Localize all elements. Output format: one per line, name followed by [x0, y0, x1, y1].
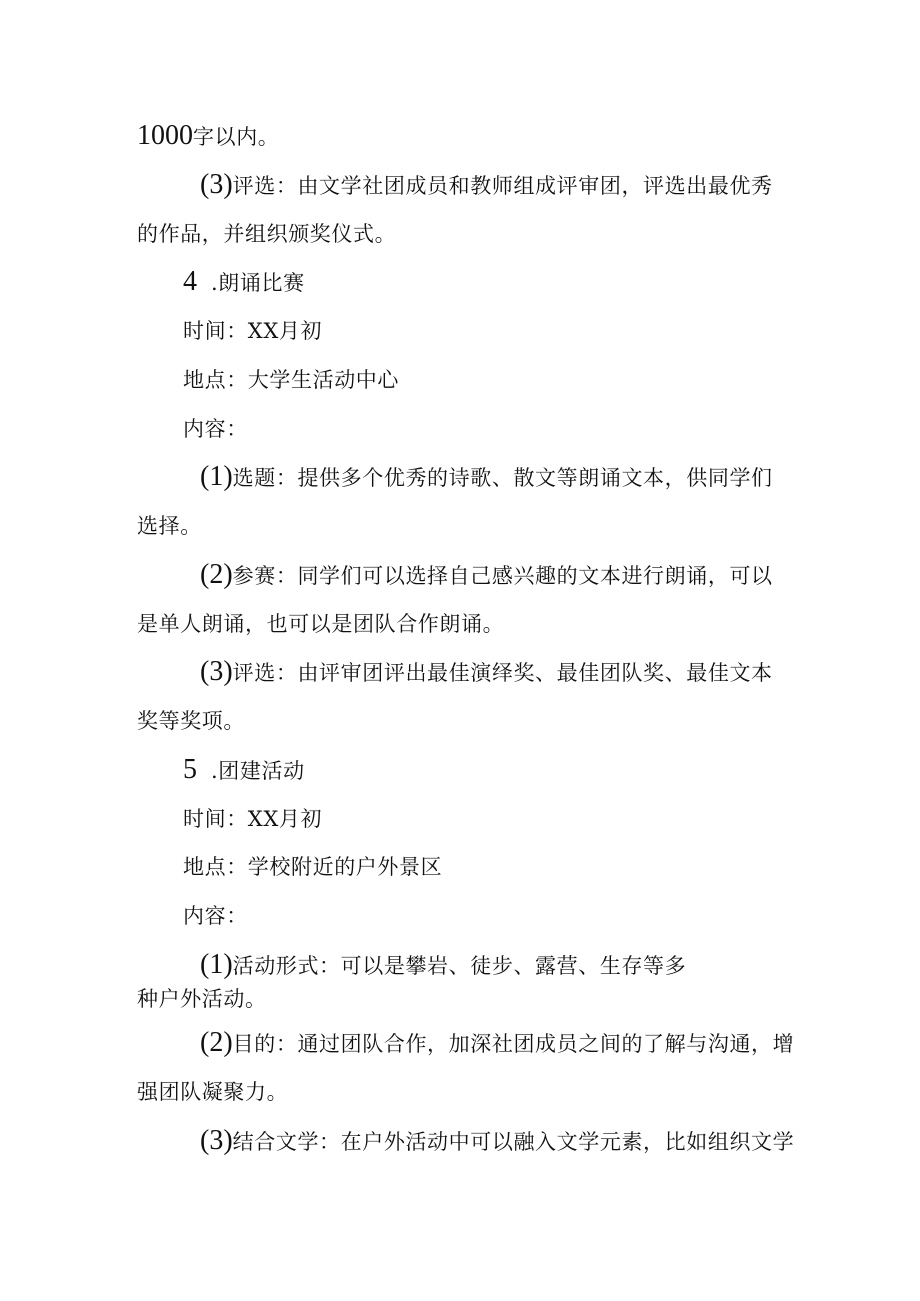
- line-marker: 1000: [137, 120, 193, 151]
- text-line: [137, 512, 202, 540]
- line-text: 参赛：同学们可以选择自己感兴趣的文本进行朗诵，可以: [232, 564, 773, 588]
- line-marker: (3): [200, 1125, 233, 1156]
- line-text: 选择。: [137, 514, 202, 538]
- line-text: 字以内。: [193, 125, 280, 149]
- line-marker: (3): [200, 169, 233, 200]
- line-text: 评选：由评审团评出最佳演绎奖、最佳团队奖、最佳文本: [232, 661, 773, 685]
- line-text: 目的：通过团队合作，加深社团成员之间的了解与沟通，增: [232, 1032, 795, 1056]
- text-line: [137, 220, 396, 248]
- line-text: 时间：XX月初: [183, 319, 323, 343]
- line-text: .团建活动: [211, 759, 305, 783]
- line-text: 选题：提供多个优秀的诗歌、散文等朗诵文本，供同学们: [232, 466, 773, 490]
- line-text: .朗诵比赛: [211, 271, 305, 295]
- text-line: [183, 268, 305, 297]
- text-line: [137, 985, 267, 1013]
- line-text: 地点：大学生活动中心: [183, 368, 399, 392]
- line-text: 内容：: [183, 904, 248, 928]
- text-line: [200, 1029, 794, 1058]
- line-text: 活动形式：可以是攀岩、徒步、露营、生存等多: [232, 954, 687, 978]
- text-line: [137, 122, 279, 151]
- line-text: 种户外活动。: [137, 987, 267, 1011]
- text-line: [200, 1127, 794, 1156]
- text-line: [183, 415, 248, 443]
- text-line: [183, 366, 399, 394]
- text-line: [183, 756, 305, 785]
- text-line: [137, 707, 245, 735]
- line-text: 结合文学：在户外活动中可以融入文学元素，比如组织文学: [232, 1130, 795, 1154]
- line-text: 地点：学校附近的户外景区: [183, 855, 443, 879]
- text-line: [200, 171, 773, 200]
- text-line: [137, 610, 504, 638]
- text-line: [183, 853, 442, 881]
- text-line: [183, 805, 322, 833]
- text-line: [200, 561, 773, 590]
- line-marker: (2): [200, 559, 233, 590]
- line-text: 内容：: [183, 417, 248, 441]
- line-text: 强团队凝聚力。: [137, 1080, 289, 1104]
- text-line: [183, 317, 322, 345]
- text-line: [137, 1078, 288, 1106]
- text-line: [200, 951, 686, 980]
- line-text: 的作品，并组织颁奖仪式。: [137, 222, 397, 246]
- text-line: [183, 902, 248, 930]
- line-marker: 4: [183, 266, 197, 297]
- line-marker: 5: [183, 754, 197, 785]
- line-marker: (1): [200, 949, 233, 980]
- line-marker: (3): [200, 656, 233, 687]
- line-text: 时间：XX月初: [183, 807, 323, 831]
- text-line: [200, 658, 773, 687]
- line-text: 是单人朗诵，也可以是团队合作朗诵。: [137, 612, 505, 636]
- line-marker: (1): [200, 461, 233, 492]
- line-text: 评选：由文学社团成员和教师组成评审团，评选出最优秀: [232, 174, 773, 198]
- text-line: [200, 463, 773, 492]
- line-text: 奖等奖项。: [137, 709, 245, 733]
- line-marker: (2): [200, 1027, 233, 1058]
